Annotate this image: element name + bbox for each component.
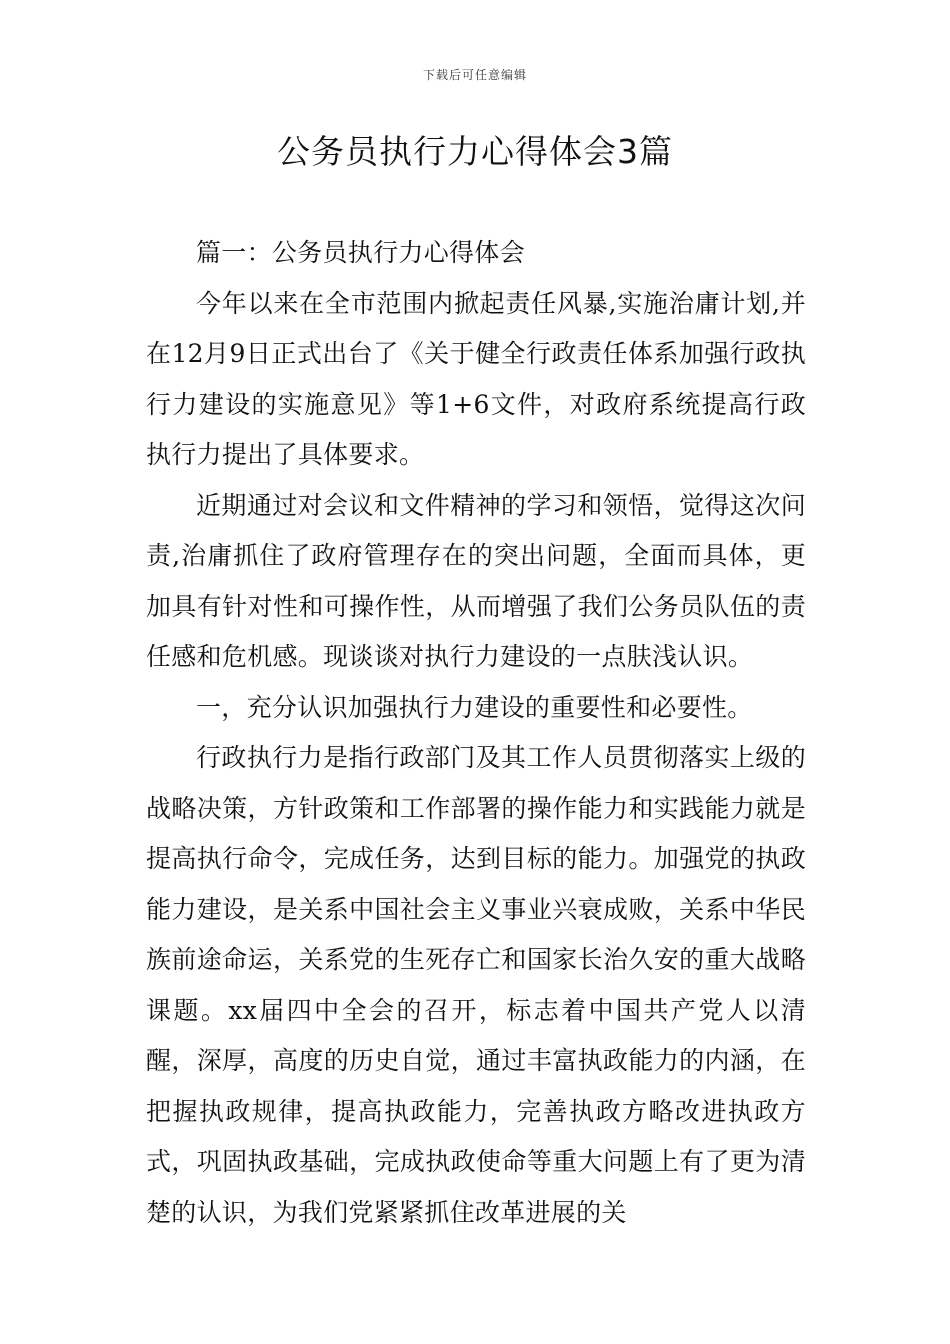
document-body (146, 228, 806, 1238)
paragraph: 行政执行力是指行政部门及其工作人员贯彻落实上级的战略决策，方针政策和工作部署的操作能力和实践能力就是提高执行命令，完成任务，达到目标的能力。加强党的执政能力建设，是关系中国社会主义事业兴衰成败，关系中华民族前途命运，关系党的生死存亡和国家长治久安的重大战略课题。xx届四中全会的召开，标志着中国共产党人以清醒，深厚，高度的历史自觉，通过丰富执政能力的内涵，在把握执政规律，提高执政能力，完善执政方略改进执政方式，巩固执政基础，完成执政使命等重大问题上有了更为清楚的认识，为我们党紧紧抓住改革进展的关 (146, 743, 806, 1227)
paragraph: 今年以来在全市范围内掀起责任风暴,实施治庸计划,并在12月9日正式出台了《关于健全行政责任体系加强行政执行力建设的实施意见》等1+6文件，对政府系统提高行政执行力提出了具体要求。 (146, 288, 806, 469)
subsection-heading: 一，充分认识加强执行力建设的重要性和必要性。 (196, 692, 753, 722)
document-title: 公务员执行力心得体会3篇 (277, 132, 673, 171)
paragraph: 近期通过对会议和文件精神的学习和领悟，觉得这次问责,治庸抓住了政府管理存在的突出问题，全面而具体，更加具有针对性和可操作性，从而增强了我们公务员队伍的责任感和危机感。现谈谈对执行力建设的一点肤浅认识。 (146, 490, 806, 671)
header-note: 下载后可任意编辑 (422, 68, 527, 82)
section-heading: 篇一：公务员执行力心得体会 (196, 238, 525, 267)
